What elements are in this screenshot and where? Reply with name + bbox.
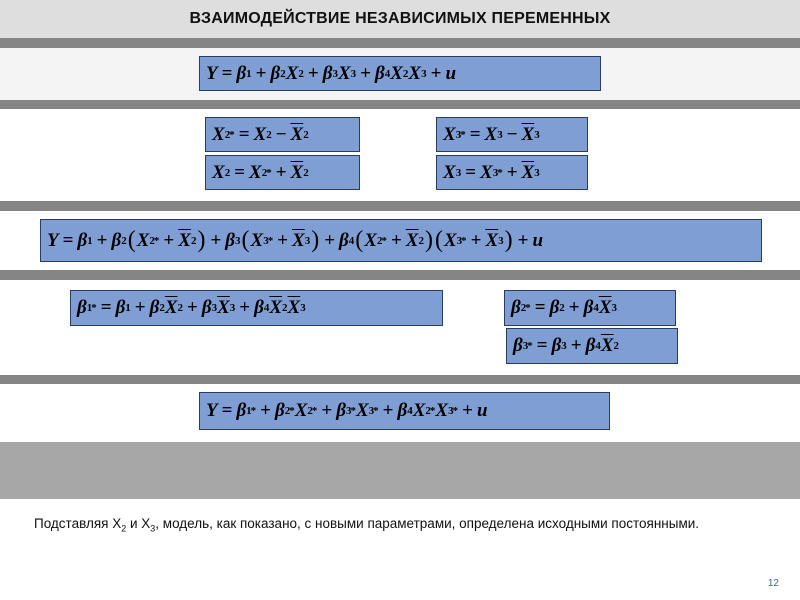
equation-beta3-star: β 3 * = β 3 + β 4 $\overline{X}$ 2 (506, 328, 678, 364)
divider-band (0, 375, 800, 384)
slide-caption: Подставляя $X_2$ и $X_3$, модель, как показано, с новыми параметрами, определена исходными постоянными. (34, 516, 700, 534)
page-number: 12 (767, 578, 779, 589)
equation-model-substituted: Y = β 1 + β 2 ( X 2 * + $\overline{X}$ 2 ) + β 3 ( X 3 * + $\overline{X}$ 3 ) + β 4 ( X 2 * + $\overline{X}$ 2 ) ( X 3 * + $\overline{X}$ 3 ) + u (40, 219, 762, 262)
divider-band (0, 38, 800, 48)
equation-beta1-star: β 1 * = β 1 + β 2 $\overline{X}$ 2 + β 3 $\overline{X}$ 3 + β 4 $\overline{X}$ 2 $\overline{X}$ 3 (70, 290, 443, 326)
equation-beta2-star: β 2 * = β 2 + β 4 $\overline{X}$ 3 (504, 290, 676, 326)
gray-block (0, 442, 800, 499)
equation-x3-centered: X 3 * = X 3 − $\overline{X}$ 3 (436, 117, 588, 152)
equation-x3-substitution: X 3 = X 3 * + $\overline{X}$ 3 (436, 155, 588, 190)
slide-title: ВЗАИМОДЕЙСТВИЕ НЕЗАВИСИМЫХ ПЕРЕМЕННЫХ (189, 10, 611, 27)
divider-band (0, 270, 800, 280)
equation-x2-centered: X 2 * = X 2 − $\overline{X}$ 2 (205, 117, 360, 152)
divider-band (0, 100, 800, 109)
divider-band (0, 201, 800, 211)
title-bar (0, 0, 800, 38)
equation-model-final: Y = β 1 * + β 2 * X 2 * + β 3 * X 3 * + β 4 X 2 * X 3 * + u (199, 392, 610, 430)
equation-model-original: Y = β 1 + β 2 X 2 + β 3 X 3 + β 4 X 2 X 3 + u (199, 56, 601, 91)
equation-x2-substitution: X 2 = X 2 * + $\overline{X}$ 2 (205, 155, 360, 190)
